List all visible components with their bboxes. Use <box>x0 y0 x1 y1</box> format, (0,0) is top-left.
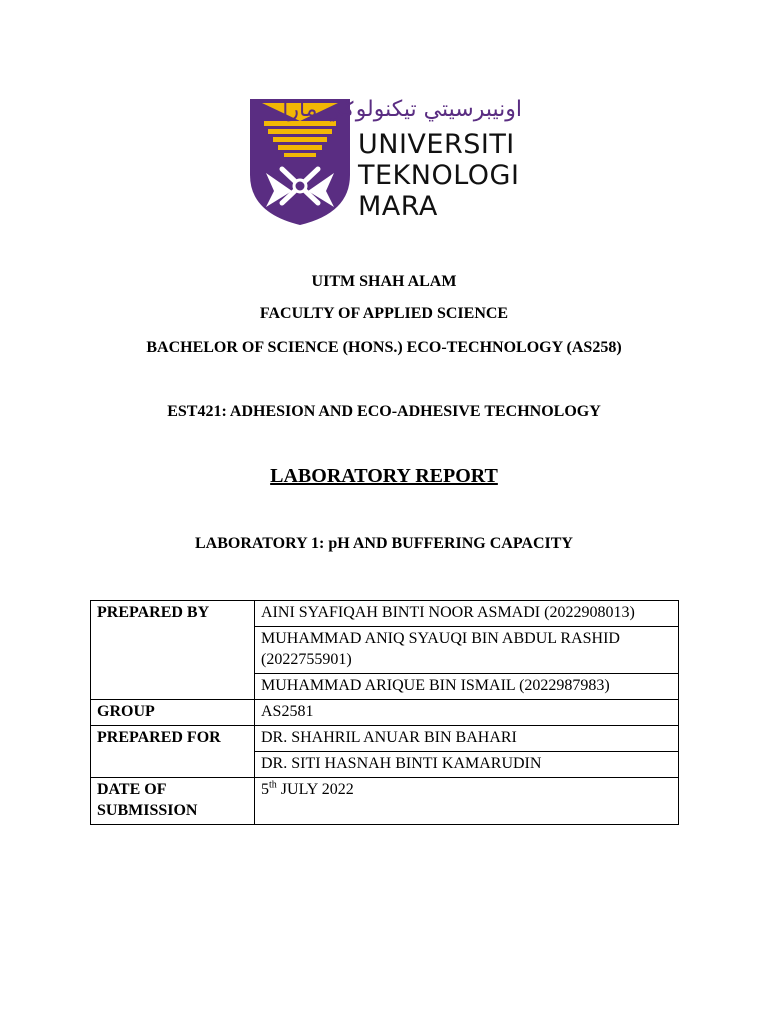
report-title: LABORATORY REPORT <box>270 465 498 487</box>
date-day: 5 <box>261 781 269 798</box>
report-info-table <box>90 600 679 825</box>
group-value: AS2581 <box>255 700 679 726</box>
student-1: AINI SYAFIQAH BINTI NOOR ASMADI (2022908013) <box>255 601 679 627</box>
lecturer-1: DR. SHAHRIL ANUAR BIN BAHARI <box>255 726 679 752</box>
table-row <box>91 726 679 752</box>
date-suffix: th <box>269 779 277 791</box>
course-title: EST421: ADHESION AND ECO-ADHESIVE TECHNOLOGY <box>167 403 601 420</box>
university-logo <box>246 95 526 227</box>
campus-name: UITM SHAH ALAM <box>311 273 457 290</box>
date-label-line-1: DATE OF <box>97 781 167 798</box>
date-label-line-2: SUBMISSION <box>97 802 198 819</box>
prepared-for-label: PREPARED FOR <box>91 726 255 778</box>
date-value <box>255 778 679 825</box>
lecturer-2: DR. SITI HASNAH BINTI KAMARUDIN <box>255 752 679 778</box>
group-label: GROUP <box>91 700 255 726</box>
wordmark-line-3: MARA <box>358 191 438 222</box>
student-2: MUHAMMAD ANIQ SYAUQI BIN ABDUL RASHID (2022755901) <box>255 627 679 674</box>
date-rest: JULY 2022 <box>276 781 354 798</box>
table-row <box>91 778 679 825</box>
table-row <box>91 700 679 726</box>
faculty-name: FACULTY OF APPLIED SCIENCE <box>259 305 509 322</box>
wordmark-line-2: TEKNOLOGI <box>358 160 520 191</box>
lab-title: LABORATORY 1: pH AND BUFFERING CAPACITY <box>195 535 573 552</box>
student-3: MUHAMMAD ARIQUE BIN ISMAIL (2022987983) <box>255 674 679 700</box>
table-row <box>91 601 679 627</box>
logo-jawi-text: اونيبرسيتي تيكنولوݢي مارا <box>282 97 522 122</box>
date-label <box>91 778 255 825</box>
programme-name: BACHELOR OF SCIENCE (HONS.) ECO-TECHNOLOGY (AS258) <box>146 339 622 356</box>
logo-wordmark <box>358 129 528 222</box>
wordmark-line-1: UNIVERSITI <box>358 129 515 160</box>
prepared-by-label: PREPARED BY <box>91 601 255 700</box>
